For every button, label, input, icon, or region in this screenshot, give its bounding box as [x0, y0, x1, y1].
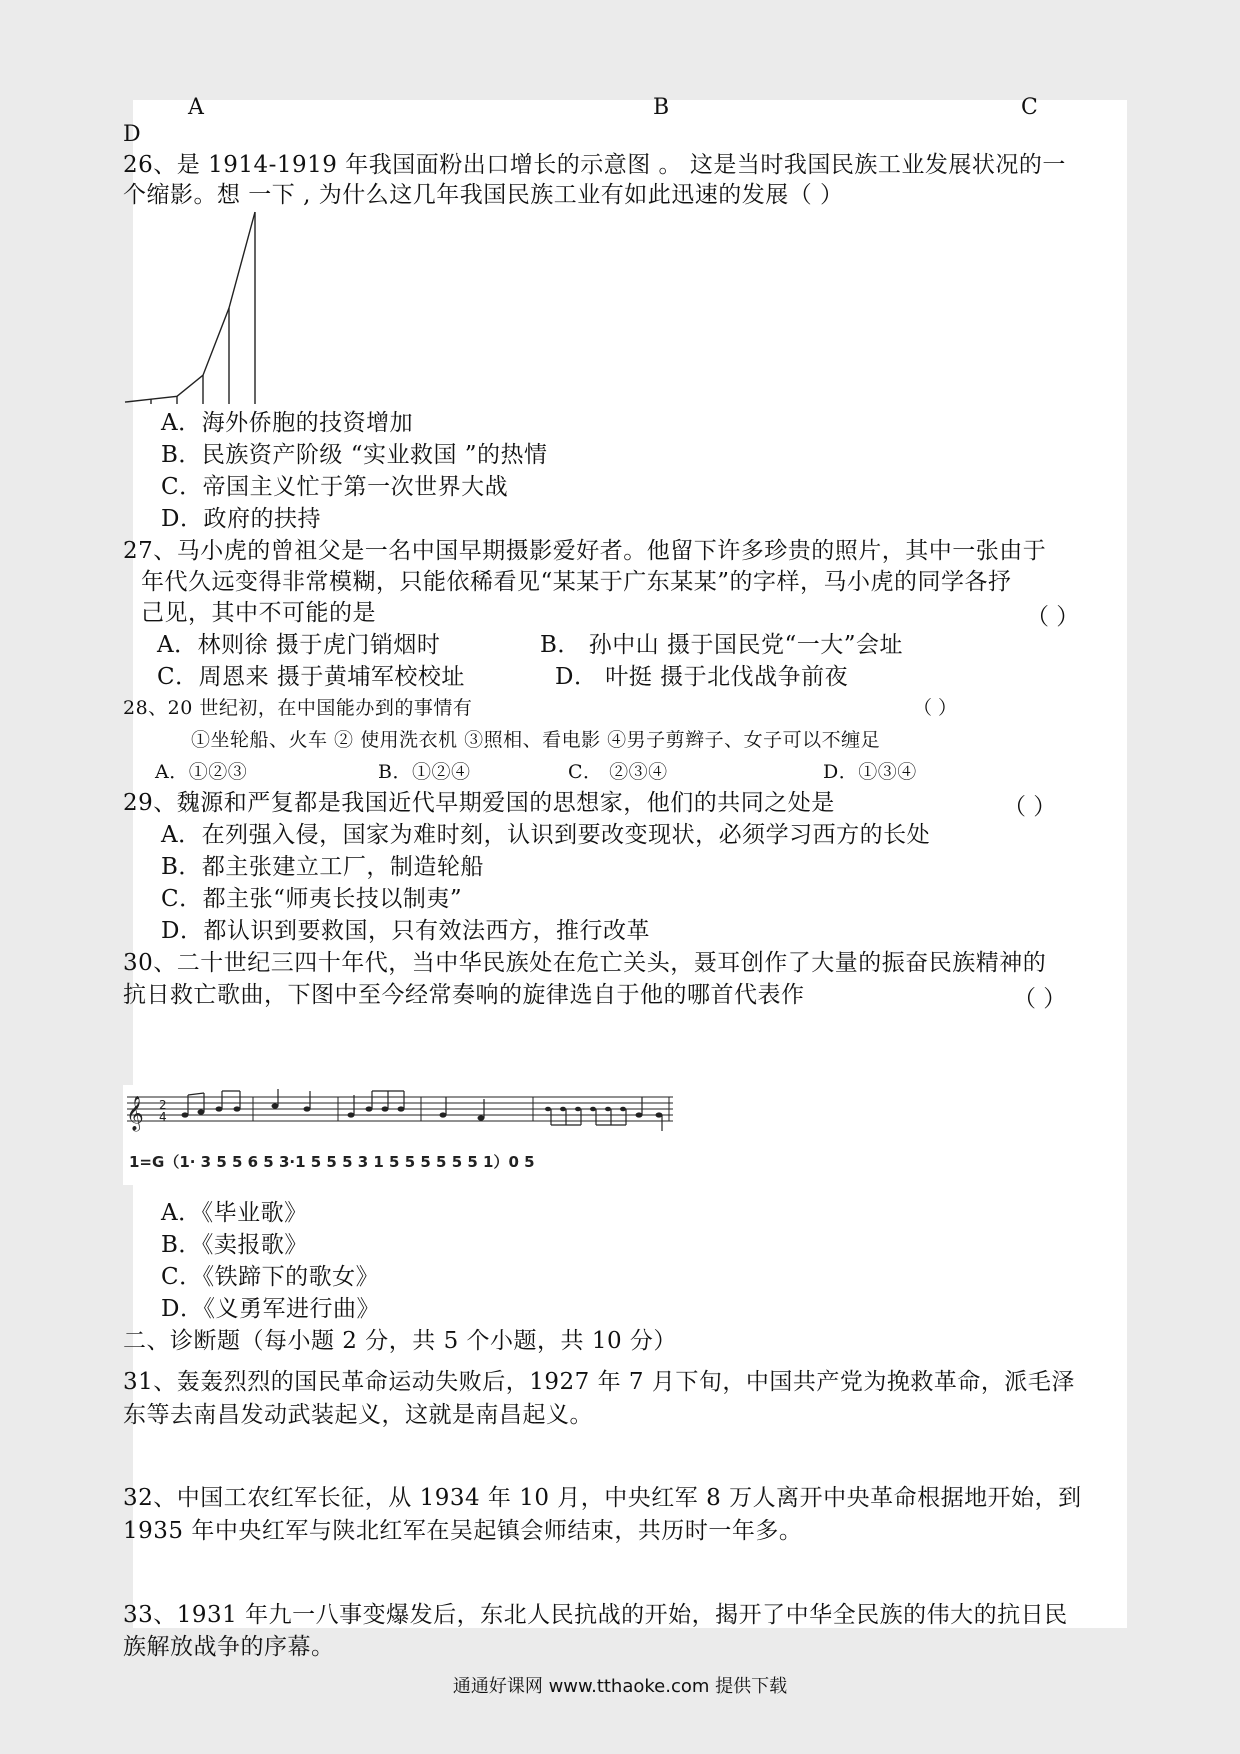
q29-answer-paren: （ ）: [1003, 794, 1057, 820]
q33-line2: 族解放战争的序幕。: [123, 1634, 335, 1660]
q29-option-a: A．在列强入侵，国家为难时刻，认识到要改变现状，必须学习西方的长处: [161, 822, 931, 848]
q29-option-d: D．都认识到要救国，只有效法西方，推行改革: [161, 918, 650, 944]
q27-option-b: B． 孙中山 摄于国民党“一大”会址: [540, 632, 904, 658]
q28-option-d: D．①③④: [823, 761, 917, 783]
q32-line1: 32、中国工农红军长征，从 1934 年 10 月，中央红军 8 万人离开中央革命根据地开始，到: [123, 1485, 1082, 1511]
q30-answer-paren: （ ）: [1013, 986, 1067, 1012]
q27-line3: 己见，其中不可能的是: [141, 600, 376, 626]
q30-line2: 抗日救亡歌曲，下图中至今经常奏响的旋律选自于他的哪首代表作: [123, 982, 805, 1008]
page-footer: 通通好课网 www.tthaoke.com 提供下载: [452, 1676, 788, 1697]
q27-answer-paren: （ ）: [1026, 604, 1080, 630]
q31-line1: 31、轰轰烈烈的国民革命运动失败后，1927 年 7 月下旬，中国共产党为挽救革命，派毛泽: [123, 1369, 1075, 1395]
q30-option-a: A．《毕业歌》: [161, 1200, 308, 1226]
q30-line1: 30、二十世纪三四十年代，当中华民族处在危亡关头，聂耳创作了大量的振奋民族精神的: [123, 950, 1047, 976]
q30-option-d: D．《义勇军进行曲》: [161, 1296, 380, 1322]
svg-text:2: 2: [159, 1098, 167, 1112]
q27-option-d: D． 叶挺 摄于北伐战争前夜: [555, 664, 849, 690]
q28-line1: 28、20 世纪初，在中国能办到的事情有: [123, 697, 473, 719]
q26-option-a: A．海外侨胞的技资增加: [161, 410, 414, 436]
q27-line1: 27、马小虎的曾祖父是一名中国早期摄影爱好者。他留下许多珍贵的照片，其中一张由于: [123, 538, 1047, 564]
q29-option-c: C．都主张“师夷长技以制夷”: [161, 886, 463, 912]
q26-line2: 个缩影。想 一下 , 为什么这几年我国民族工业有如此迅速的发展（ ）: [123, 182, 844, 208]
export-growth-line: [125, 212, 255, 402]
q29-line1: 29、魏源和严复都是我国近代早期爱国的思想家，他们的共同之处是: [123, 790, 835, 816]
top-letter-a: A: [188, 95, 204, 120]
q33-line1: 33、1931 年九一八事变爆发后，东北人民抗战的开始，揭开了中华全民族的伟大的抗日民: [123, 1602, 1068, 1628]
q27-line2: 年代久远变得非常模糊，只能依稀看见“某某于广东某某”的字样，马小虎的同学各抒: [141, 569, 1012, 595]
q28-answer-paren: （ ）: [913, 697, 958, 719]
q26-option-c: C．帝国主义忙于第一次世界大战: [161, 474, 509, 500]
q27-option-a: A．林则徐 摄于虎门销烟时: [157, 632, 441, 658]
q28-option-c: C． ②③④: [568, 761, 668, 783]
section2-title: 二、诊断题（每小题 2 分，共 5 个小题，共 10 分）: [123, 1328, 677, 1354]
top-letter-d: D: [123, 122, 141, 147]
top-letter-c: C: [1021, 95, 1038, 120]
q28-option-a: A．①②③: [155, 761, 248, 783]
q26-option-d: D．政府的扶持: [161, 506, 321, 532]
q31-line2: 东等去南昌发动武装起义，这就是南昌起义。: [123, 1402, 593, 1428]
q30-jianpu: 1=G（1· 3 5 5 6 5 3·1 5 5 5 3 1 5 5 5 5 5 5 1）0 5: [129, 1153, 535, 1171]
q27-option-c: C．周恩来 摄于黄埔军校校址: [157, 664, 465, 690]
exam-page: [123, 95, 1127, 1660]
q29-option-b: B．都主张建立工厂，制造轮船: [161, 854, 484, 880]
q30-option-c: C．《铁蹄下的歌女》: [161, 1264, 380, 1290]
top-letter-b: B: [653, 95, 670, 120]
treble-clef-icon: 𝄞: [126, 1096, 144, 1131]
q26-option-b: B．民族资产阶级 “实业救国 ”的热情: [161, 442, 548, 468]
q26-flour-export-chart: [123, 208, 258, 408]
q32-line2: 1935 年中央红军与陕北红军在吴起镇会师结束，共历时一年多。: [123, 1518, 803, 1544]
svg-text:4: 4: [159, 1110, 167, 1124]
q28-option-b: B．①②④: [378, 761, 471, 783]
q26-line1: 26、是 1914-1919 年我国面粉出口增长的示意图 。 这是当时我国民族工业发展状况的一: [123, 152, 1066, 178]
q30-option-b: B．《卖报歌》: [161, 1232, 308, 1258]
q30-music-score: [123, 1085, 673, 1185]
q28-items: ①坐轮船、火车 ② 使用洗衣机 ③照相、看电影 ④男子剪辫子、女子可以不缠足: [191, 729, 881, 751]
